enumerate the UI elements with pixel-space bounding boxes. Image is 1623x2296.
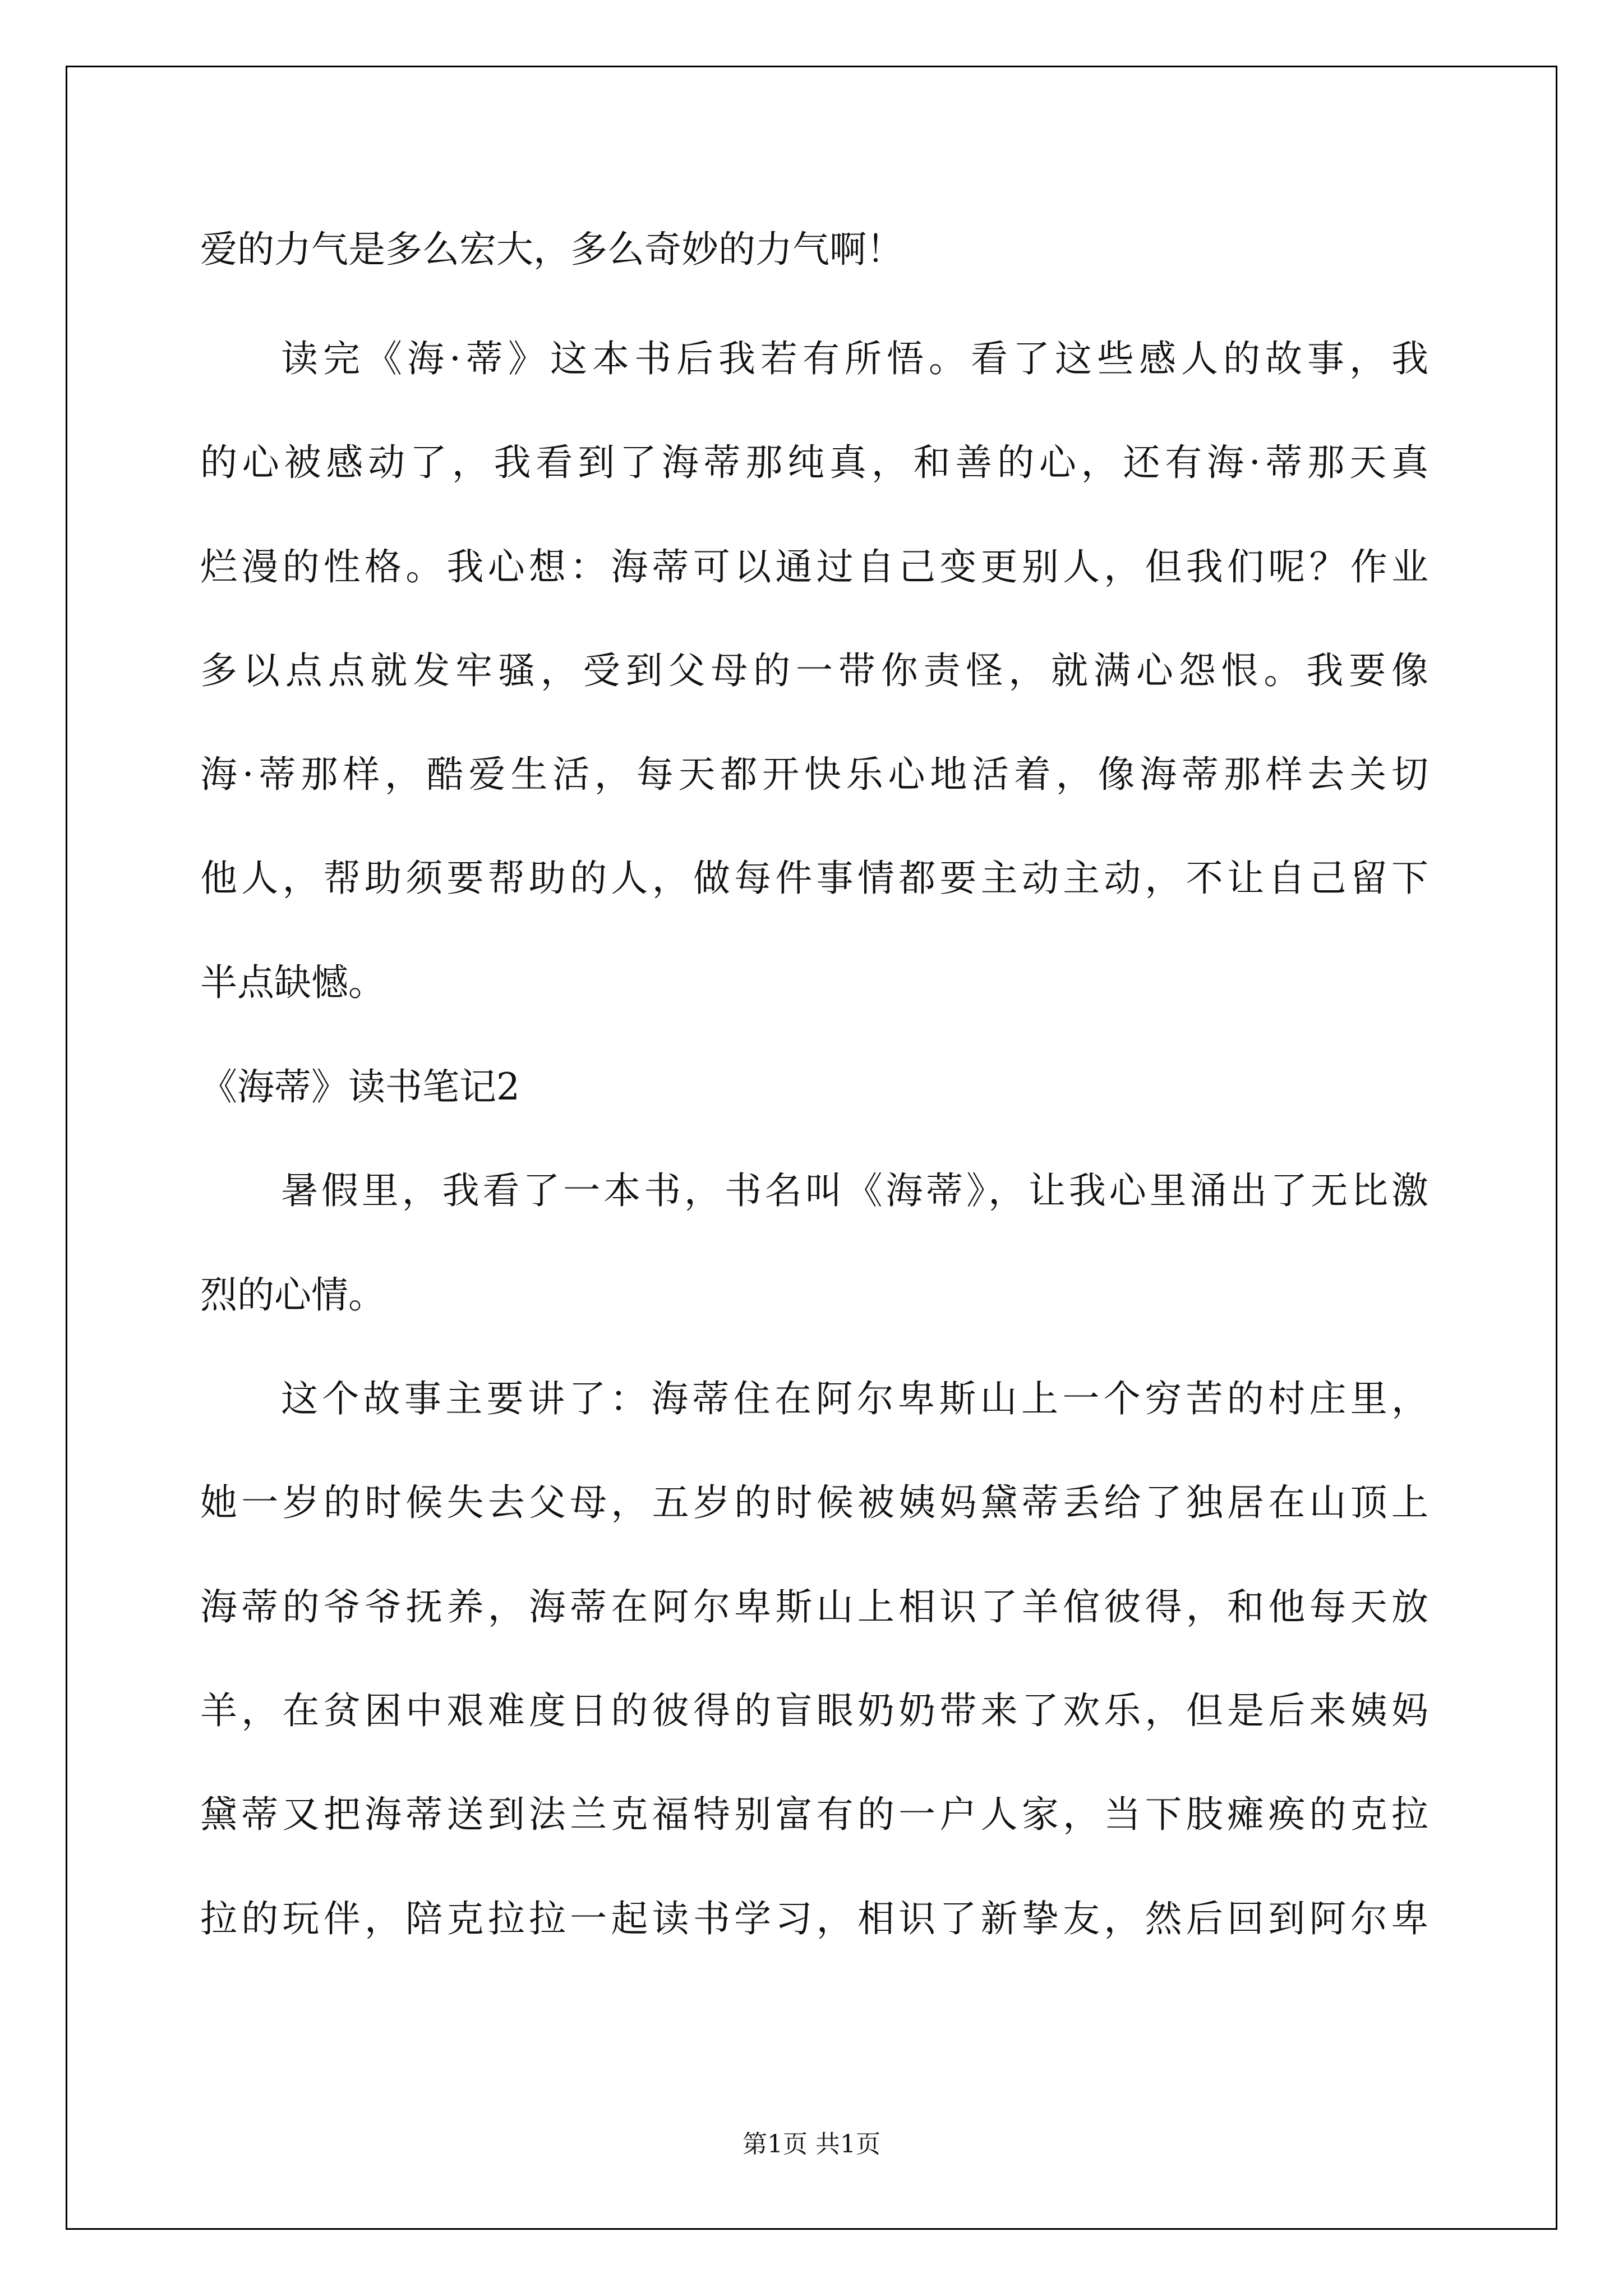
paragraph-line: 她一岁的时候失去父母，五岁的时候被姨妈黛蒂丢给了独居在山顶上	[200, 1481, 1428, 1524]
paragraph-line: 烂漫的性格。我心想：海蒂可以通过自己变更别人，但我们呢？作业	[200, 545, 1428, 588]
paragraph-line: 海·蒂那样，酷爱生活，每天都开快乐心地活着，像海蒂那样去关切	[200, 753, 1428, 796]
paragraph-line: 读完《海·蒂》这本书后我若有所悟。看了这些感人的故事，我	[281, 337, 1428, 380]
paragraph-line: 他人，帮助须要帮助的人，做每件事情都要主动主动，不让自己留下	[200, 857, 1428, 900]
paragraph-line: 多以点点就发牢骚，受到父母的一带你责怪，就满心怨恨。我要像	[200, 649, 1428, 692]
paragraph-line: 暑假里，我看了一本书，书名叫《海蒂》，让我心里涌出了无比激	[281, 1169, 1428, 1212]
section-heading: 《海蒂》读书笔记2	[200, 1065, 520, 1108]
paragraph-line: 拉的玩伴，陪克拉拉一起读书学习，相识了新挚友，然后回到阿尔卑	[200, 1897, 1428, 1940]
paragraph-line: 黛蒂又把海蒂送到法兰克福特别富有的一户人家，当下肢瘫痪的克拉	[200, 1793, 1428, 1836]
paragraph-line: 海蒂的爷爷抚养，海蒂在阿尔卑斯山上相识了羊倌彼得，和他每天放	[200, 1585, 1428, 1628]
paragraph-line: 这个故事主要讲了：海蒂住在阿尔卑斯山上一个穷苦的村庄里，	[281, 1377, 1428, 1420]
paragraph-line: 羊，在贫困中艰难度日的彼得的盲眼奶奶带来了欢乐，但是后来姨妈	[200, 1689, 1428, 1732]
paragraph-line: 半点缺憾。	[200, 961, 385, 1004]
paragraph-line: 的心被感动了，我看到了海蒂那纯真，和善的心，还有海·蒂那天真	[200, 441, 1428, 484]
paragraph-line: 烈的心情。	[200, 1273, 385, 1317]
page-number-footer: 第1页 共1页	[743, 2130, 880, 2159]
paragraph-line: 爱的力气是多么宏大，多么奇妙的力气啊！	[200, 228, 903, 271]
